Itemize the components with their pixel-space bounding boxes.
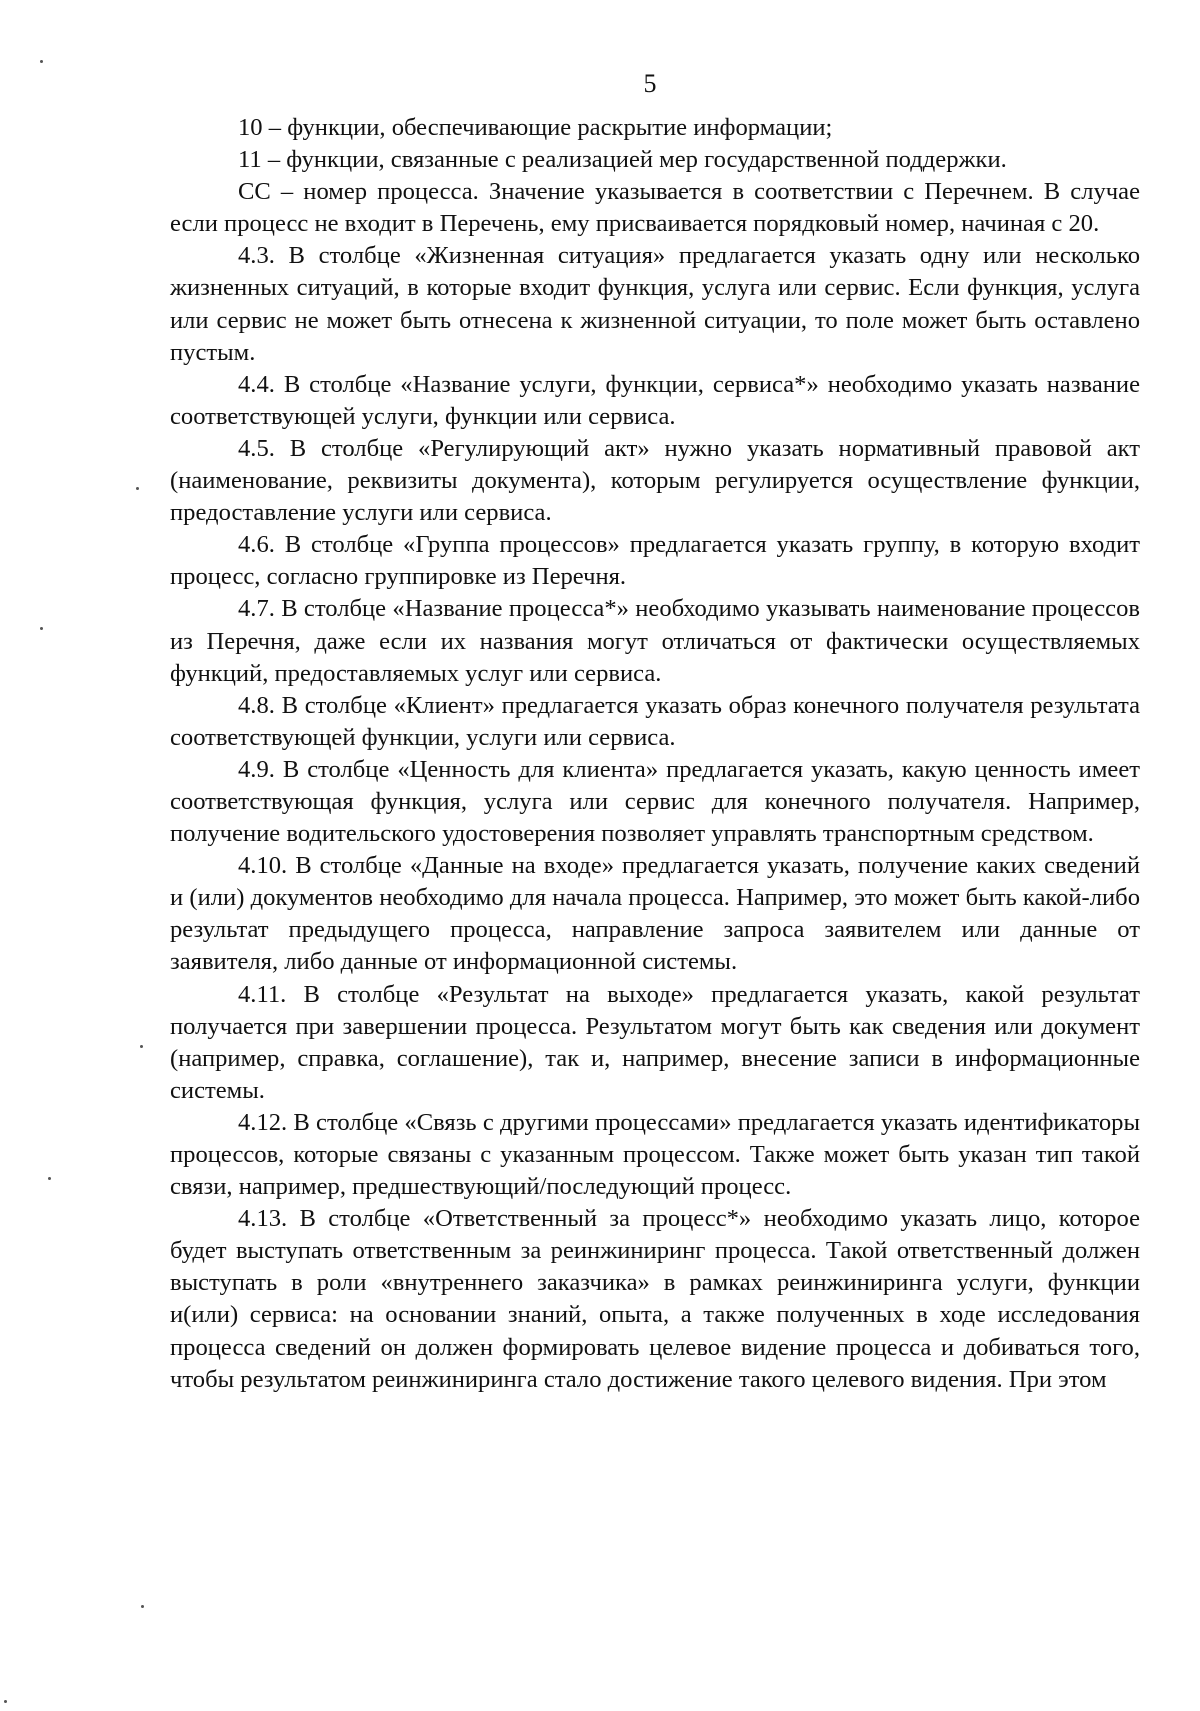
paragraph-4-10: 4.10. В столбце «Данные на входе» предлагается указать, получение каких сведений и (или) документов необходимо для начала процесса. Например, это может быть какой-либо результат предыдущего процесса, направление запроса заявителем или данные от заявителя, либо данные от информационной системы. [170, 852, 1140, 976]
paragraph-4-6: 4.6. В столбце «Группа процессов» предлагается указать группу, в которую входит процесс, согласно группировке из Перечня. [170, 531, 1140, 591]
paragraph-4-13: 4.13. В столбце «Ответственный за процесс*» необходимо указать лицо, которое будет выступать ответственным за реинжиниринг процесса. Такой ответственный должен выступать в роли «внутреннего заказчика» в рамках реинжиниринга услуги, функции и(или) сервиса: на основании знаний, опыта, а также полученных в ходе исследования процесса сведений он должен формировать целевое видение процесса и добиваться того, чтобы результатом реинжиниринга стало достижение такого целевого видения. При этом [170, 1205, 1140, 1393]
paragraph-item-10: 10 – функции, обеспечивающие раскрытие информации; [238, 114, 833, 141]
scan-speck [136, 487, 139, 490]
paragraph-4-3: 4.3. В столбце «Жизненная ситуация» предлагается указать одну или несколько жизненных ситуаций, в которые входит функция, услуга или сервис. Если функция, услуга или сервис не может быть отнесена к жизненной ситуации, то поле может быть оставлено пустым. [170, 242, 1140, 366]
paragraph-4-12: 4.12. В столбце «Связь с другими процессами» предлагается указать идентификаторы процессов, которые связаны с указанным процессом. Также может быть указан тип такой связи, например, предшествующий/последующий процесс. [170, 1108, 1140, 1201]
scan-speck [4, 1700, 7, 1703]
paragraph-4-7: 4.7. В столбце «Название процесса*» необходимо указывать наименование процессов из Перечня, даже если их названия могут отличаться от фактически осуществляемых функций, предоставляемых услуг или сервиса. [170, 595, 1140, 687]
paragraph-process-number: СС – номер процесса. Значение указывается в соответствии с Перечнем. В случае если процесс не входит в Перечень, ему присваивается порядковый номер, начиная с 20. [170, 178, 1140, 238]
scan-speck [141, 1605, 144, 1608]
page-number: 5 [643, 69, 657, 98]
paragraph-4-5: 4.5. В столбце «Регулирующий акт» нужно указать нормативный правовой акт (наименование, реквизиты документа), которым регулируется осуществление функции, предоставление услуги или сервиса. [170, 434, 1140, 527]
paragraph-4-8: 4.8. В столбце «Клиент» предлагается указать образ конечного получателя результата соответствующей функции, услуги или сервиса. [170, 691, 1140, 751]
scan-speck [40, 627, 43, 630]
scan-speck [48, 1177, 51, 1180]
paragraph-item-11: 11 – функции, связанные с реализацией мер государственной поддержки. [238, 146, 1007, 174]
document-body [170, 112, 1140, 1396]
scan-speck [40, 60, 43, 63]
paragraph-4-9: 4.9. В столбце «Ценность для клиента» предлагается указать, какую ценность имеет соответствующая функция, услуга или сервис для конечного получателя. Например, получение водительского удостоверения позволяет управлять транспортным средством. [170, 755, 1140, 848]
paragraph-4-4: 4.4. В столбце «Название услуги, функции, сервиса*» необходимо указать название соответствующей услуги, функции или сервиса. [170, 370, 1140, 430]
paragraph-4-11: 4.11. В столбце «Результат на выходе» предлагается указать, какой результат получается при завершении процесса. Результатом могут быть как сведения или документ (например, справка, соглашение), так и, например, внесение записи в информационные системы. [170, 980, 1140, 1104]
scan-speck [140, 1045, 143, 1048]
